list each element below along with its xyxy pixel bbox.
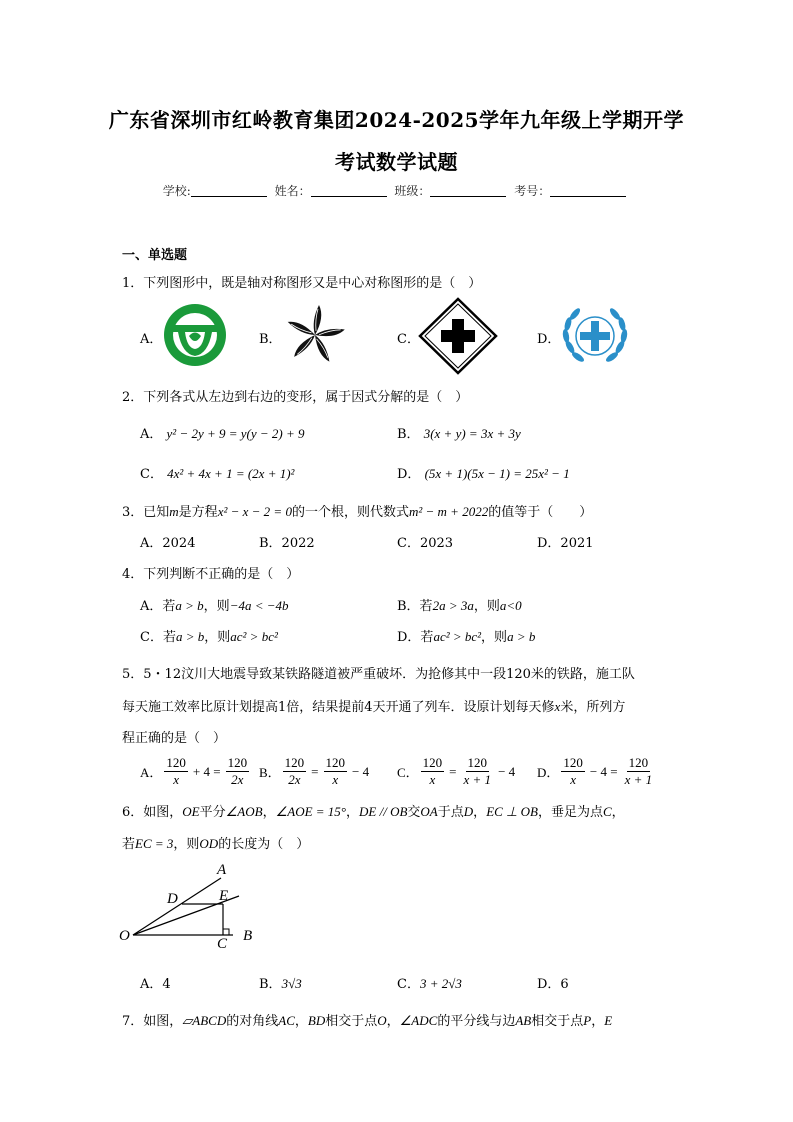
q7-bd: BD: [307, 1013, 326, 1028]
fig-label-d: D: [167, 891, 178, 907]
laurel-cross-emblem-icon: [560, 303, 630, 369]
q6-t9: ，: [611, 805, 625, 820]
q5-option-c: [397, 755, 518, 788]
q2-option-a-label: A．: [140, 427, 163, 442]
q2-option-b-expr: 3(x + y) = 3x + 3y: [423, 426, 521, 441]
q2-option-a-expr: y² − 2y + 9 = y(y − 2) + 9: [166, 426, 305, 441]
q5-c-op2: − 4: [498, 763, 516, 779]
q3-option-c: C．2023: [397, 536, 454, 551]
q4-a-pre: A．若: [140, 599, 176, 614]
fig-label-o: O: [119, 928, 130, 944]
q4-a-res: −4a < −4b: [229, 598, 289, 613]
fraction: $\frac{120}{2x}$: [227, 755, 248, 787]
q5-line2: [122, 696, 625, 715]
q2-option-c-expr: 4x² + 4x + 1 = (2x + 1)²: [167, 466, 295, 481]
q7-t8: ，: [591, 1014, 605, 1029]
q4-d-res: a > b: [507, 629, 536, 644]
q6-oe: OE: [182, 804, 200, 819]
school-blank[interactable]: [191, 184, 267, 197]
q5-a-op: + 4 =: [192, 763, 221, 779]
q6-c-value: 3 + 2√3: [419, 976, 462, 991]
q7-o: O: [377, 1013, 387, 1028]
q2-option-b-label: B．: [397, 427, 420, 442]
q6-c-label: C．: [397, 977, 420, 992]
q6-t5: 交: [407, 805, 421, 820]
q5-option-a: [140, 755, 251, 788]
q5-option-d: [537, 755, 656, 788]
q4-stem: 4．下列判断不正确的是（ ）: [122, 567, 300, 582]
q4-option-c: [140, 626, 278, 645]
q3-stem-mid2: 的一个根，则代数式: [291, 505, 409, 520]
fig-label-e: E: [219, 888, 229, 904]
green-leaf-logo-icon: [162, 302, 228, 368]
q1-stem: 1．下列图形中，既是轴对称图形又是中心对称图形的是（ ）: [122, 276, 482, 291]
q6-t1: 6．如图，: [122, 805, 183, 820]
q4-d-mid: ，则: [481, 630, 508, 645]
q5-line3: 程正确的是（ ）: [122, 731, 227, 746]
pinwheel-icon: [280, 300, 350, 370]
q5-line2-post: 米，所列方: [560, 700, 626, 715]
q7-t1: 7．如图，: [122, 1014, 183, 1029]
fraction: $\frac{120}{x}$: [563, 755, 583, 787]
q2-option-d-expr: (5x + 1)(5x − 1) = 25x² − 1: [424, 466, 570, 481]
q4-option-b: [397, 595, 522, 614]
q4-d-cond: ac² > bc²: [433, 629, 482, 644]
q3-m: m: [169, 504, 179, 519]
q3-option-b: B．2022: [259, 536, 315, 551]
q3-stem-pre: 3．已知: [122, 505, 170, 520]
q7-t3: ，: [294, 1014, 308, 1029]
name-blank[interactable]: [311, 184, 387, 197]
q5-a-label: A．: [140, 765, 163, 780]
q2-option-c-label: C．: [140, 467, 163, 482]
q6-od: OD: [199, 836, 219, 851]
q4-c-mid: ，则: [204, 630, 231, 645]
q1-option-c-label: C．: [397, 332, 420, 347]
q7-ab: AB: [515, 1013, 532, 1028]
q6-line1: [122, 801, 625, 820]
q3-equation: x² − x − 2 = 0: [217, 504, 292, 519]
q7-line1: [122, 1010, 612, 1029]
q4-b-mid: ，则: [473, 599, 500, 614]
q7-abcd: ▱ABCD: [182, 1013, 227, 1028]
section-heading: 一、单选题: [122, 248, 188, 263]
q7-t4: 相交于点: [325, 1014, 378, 1029]
class-blank[interactable]: [430, 184, 506, 197]
q5-option-b: [259, 755, 372, 788]
q2-option-d: [397, 463, 570, 482]
q2-option-c: [140, 463, 294, 482]
class-label: 班级：: [394, 184, 431, 198]
q5-line2-text: 每天施工效率比原计划提高1倍，结果提前4天开通了列车．设原计划每天修: [122, 700, 555, 715]
q6-t7: ，: [473, 805, 487, 820]
q6-l2-pre: 若: [122, 837, 136, 852]
student-info-row: [0, 182, 793, 199]
q4-b-res: a<0: [499, 598, 522, 613]
q1-option-a-label: A．: [140, 332, 163, 347]
q6-oa: OA: [420, 804, 438, 819]
q4-option-d: [397, 626, 535, 645]
q6-l2-post: 的长度为（ ）: [218, 837, 310, 852]
q6-b-label: B．: [259, 977, 282, 992]
q6-b-value: 3√3: [281, 976, 302, 991]
q6-ec3: EC = 3: [135, 836, 174, 851]
q6-aob: ∠AOB: [225, 804, 263, 819]
q7-t7: 相交于点: [531, 1014, 584, 1029]
q1-option-b-label: B．: [259, 332, 282, 347]
q5-b-op: =: [311, 763, 319, 779]
q3-stem-post: 的值等于（ ）: [488, 505, 593, 520]
q2-stem: 2．下列各式从左边到右边的变形，属于因式分解的是（ ）: [122, 390, 469, 405]
fraction: $\frac{120}{x + 1}$: [463, 755, 492, 787]
fig-label-a: A: [217, 862, 227, 878]
q6-option-c: [397, 973, 462, 992]
q2-option-b: [397, 423, 521, 442]
q6-option-a: A．4: [140, 977, 171, 992]
q5-d-op: − 4 =: [589, 763, 618, 779]
q6-option-b: [259, 973, 302, 992]
q6-t8: ，垂足为点: [537, 805, 603, 820]
fraction: $\frac{120}{x}$: [166, 755, 186, 787]
fraction: $\frac{120}{x + 1}$: [624, 755, 653, 787]
exam-title-line1: 广东省深圳市红岭教育集团2024-2025学年九年级上学期开学: [108, 108, 685, 132]
q6-ec: EC ⊥ OB: [486, 804, 538, 819]
q6-t3: ，: [262, 805, 276, 820]
q6-de: DE // OB: [359, 804, 408, 819]
q4-b-pre: B．若: [397, 599, 433, 614]
q2-option-a: [140, 423, 305, 442]
q5-x: x: [554, 699, 561, 714]
q7-t2: 的对角线: [226, 1014, 279, 1029]
q7-t6: 的平分线与边: [437, 1014, 516, 1029]
q6-c: C: [602, 804, 612, 819]
q3-stem: [122, 501, 592, 520]
q6-geometry-figure: [115, 858, 265, 950]
q4-c-res: ac² > bc²: [230, 629, 278, 644]
q4-b-cond: 2a > 3a: [432, 598, 474, 613]
q6-t4: ，: [346, 805, 360, 820]
q4-d-pre: D．若: [397, 630, 434, 645]
school-label: 学校:: [162, 184, 191, 198]
q4-option-a: [140, 595, 289, 614]
q5-c-label: C．: [397, 765, 419, 780]
q6-t6: 于点: [437, 805, 464, 820]
q4-c-pre: C．若: [140, 630, 176, 645]
q6-d: D: [463, 804, 474, 819]
q1-option-d-label: D．: [537, 332, 561, 347]
fraction: $\frac{120}{x}$: [422, 755, 443, 787]
q4-c-cond: a > b: [175, 629, 205, 644]
q5-b-op2: − 4: [352, 763, 370, 779]
diamond-cross-sign-icon: [418, 297, 498, 375]
q7-ac: AC: [278, 1013, 295, 1028]
q7-p: P: [583, 1013, 592, 1028]
q6-l2-mid: ，则: [173, 837, 200, 852]
name-label: 姓名：: [274, 184, 311, 198]
q5-line1: 5．5・12汶川大地震导致某铁路隧道被严重破坏．为抢修其中一段120米的铁路，施工队: [122, 667, 635, 682]
q5-c-op: =: [449, 763, 457, 779]
q3-stem-mid1: 是方程: [178, 505, 218, 520]
q6-line2: [122, 833, 309, 852]
q4-a-mid: ，则: [203, 599, 230, 614]
q7-adc: ∠ADC: [399, 1013, 438, 1028]
q3-option-d: D．2021: [537, 536, 594, 551]
fraction: $\frac{120}{2x}$: [284, 755, 305, 787]
q5-b-label: B．: [259, 765, 281, 780]
fraction: $\frac{120}{x}$: [325, 755, 346, 787]
q4-a-cond: a > b: [175, 598, 204, 613]
q5-d-label: D．: [537, 765, 560, 780]
fig-label-b: B: [243, 928, 253, 944]
q2-option-d-label: D．: [397, 467, 421, 482]
q6-t2: 平分: [199, 805, 226, 820]
q6-option-d: D．6: [537, 977, 569, 992]
q3-expression: m² − m + 2022: [408, 504, 489, 519]
q3-option-a: A．2024: [140, 536, 196, 551]
exam-title-line2: 考试数学试题: [335, 150, 458, 174]
exam-number-blank[interactable]: [550, 184, 626, 197]
fig-label-c: C: [217, 936, 228, 950]
q6-aoe: ∠AOE = 15°: [275, 804, 346, 819]
q7-e: E: [604, 1013, 613, 1028]
exam-number-label: 考号：: [514, 184, 551, 198]
q7-t5: ，: [386, 1014, 400, 1029]
